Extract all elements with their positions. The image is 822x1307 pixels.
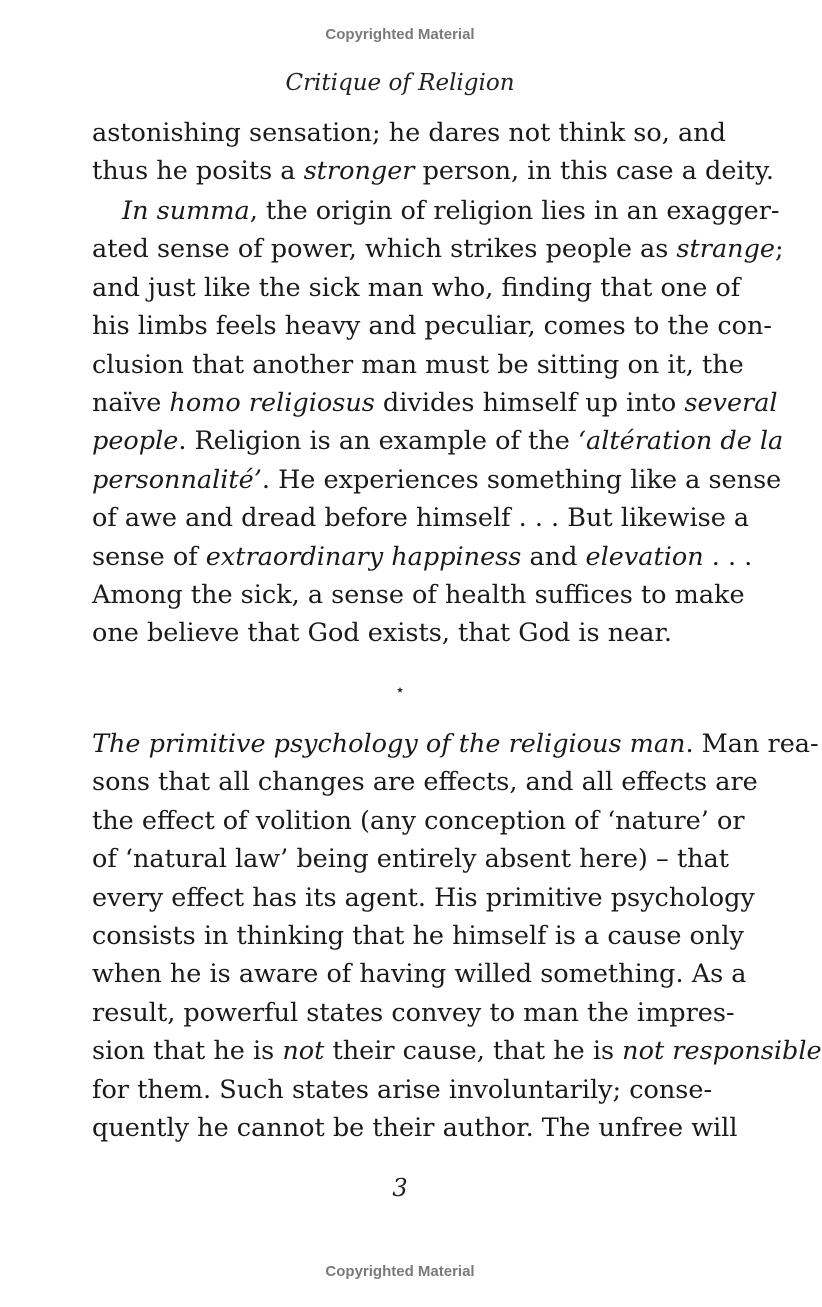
text-line: and just like the sick man who, finding that one of [92, 272, 741, 303]
running-head: Critique of Religion [285, 70, 515, 96]
text-line: of awe and dread before himself . . . But likewise a [92, 503, 750, 534]
text-line: for them. Such states arise involuntarily; conse- [92, 1074, 713, 1105]
text-line: his limbs feels heavy and peculiar, comes to the con- [92, 311, 773, 342]
text-line: Among the sick, a sense of health suffices to make [92, 579, 745, 610]
text-line: thus he posits a stronger person, in this case a deity. [92, 156, 774, 187]
text-line: the effect of volition (any conception of ‘nature’ or [92, 805, 745, 836]
text-line: sion that he is not their cause, that he is not responsible [92, 1036, 822, 1067]
paragraph-primitive-psychology [92, 725, 822, 1147]
text-line: ated sense of power, which strikes people as strange; [92, 234, 784, 265]
text-line: result, powerful states convey to man the impres- [92, 997, 735, 1028]
page-number: 3 [392, 1174, 408, 1202]
section-break-star: ⋆ [394, 680, 405, 699]
copyright-notice-bottom: Copyrighted Material [325, 1263, 475, 1280]
text-line: The primitive psychology of the religious man. Man rea- [92, 729, 819, 759]
text-line: astonishing sensation; he dares not think so, and [92, 118, 726, 148]
paragraph-continuation [92, 114, 774, 191]
text-line: consists in thinking that he himself is a cause only [92, 920, 744, 951]
paragraph-in-summa [92, 192, 784, 653]
text-line: people. Religion is an example of the ‘altération de la [92, 426, 784, 457]
text-line: personnalité’. He experiences something like a sense [92, 464, 782, 495]
text-line: clusion that another man must be sitting on it, the [92, 349, 744, 380]
text-line: every effect has its agent. His primitive psychology [92, 882, 755, 913]
text-line: of ‘natural law’ being entirely absent here) – that [92, 844, 729, 875]
text-line: sons that all changes are effects, and all effects are [92, 767, 758, 798]
copyright-notice-top: Copyrighted Material [325, 26, 475, 43]
text-line: naïve homo religiosus divides himself up into several [92, 387, 778, 418]
text-line: one believe that God exists, that God is near. [92, 618, 672, 649]
text-line: when he is aware of having willed something. As a [92, 959, 747, 990]
text-line: sense of extraordinary happiness and elevation . . . [92, 541, 753, 572]
text-line: In summa, the origin of religion lies in an exagger- [122, 196, 780, 226]
text-line: quently he cannot be their author. The unfree will [92, 1112, 738, 1143]
